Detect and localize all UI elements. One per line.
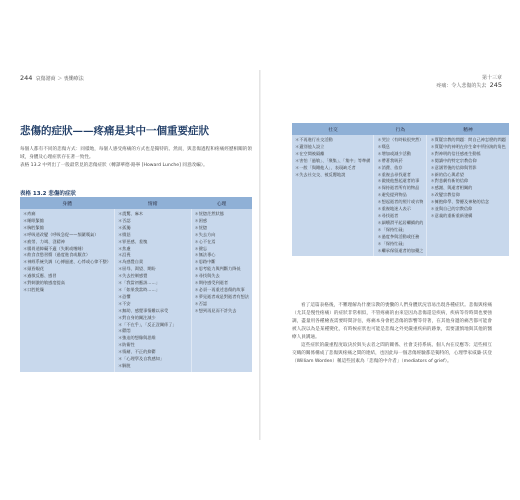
table-cell-item: ＊尋找與失去 — [194, 273, 220, 279]
table-cell-item: ＊「保持忙碌」 — [377, 240, 407, 246]
book-gutter — [259, 70, 261, 440]
table-cell-item: ＊對悲劇有新的信仰 — [430, 178, 469, 184]
table-cell-item: ＊過度參與活動或任務 — [377, 233, 420, 239]
table-cell-item: ＊心不在焉 — [194, 238, 216, 244]
table-cell-item: ＊閱讀中的特定宗教信仰 — [430, 157, 477, 163]
table-cell-item: ＊對刺激的敏感度提高 — [23, 280, 65, 286]
left-body-text — [20, 146, 252, 170]
table-cell-item: ＊哭泣（有時候很突然） — [377, 137, 424, 142]
table-cell-item: ＊不安 — [117, 300, 131, 306]
table-cell-item: ＊胸腔緊縮 — [23, 224, 44, 230]
table-cell-item: ＊必須一再重述悲傷的故事 — [194, 286, 245, 292]
left-header-text: 哀傷諮商 ＞ 喪慟療法 — [35, 76, 84, 82]
right-page — [262, 75, 506, 435]
table-cell-item: ＊消費、依存 — [377, 164, 403, 170]
table-cell-item: ＊困惑 — [194, 217, 208, 223]
paragraph: 看了這篇表格後，不難理解為什麼宗教的喪慟的人們身體狀況容易出現各種症狀。悲傷與疼痛（尤其是慢性疼痛）的症狀非常相似，不管疼痛的由來是因為悲傷還是疾病，疾病等待時間也要強調，盡量用各種檢查需要時間評估，疼痛本身會把悲傷的影響等待著，在其他身邊的痛苦都可能會被人誤以為是某種變化，有時候症狀也可能是悲傷之外更嚴重疾病的跡象，需要謹慎地與其他的醫療人員溝通。 — [292, 303, 492, 340]
right-page-number: 245 — [489, 81, 502, 89]
table-cell-item: ＊細嚼滑平起居繼續的的 — [377, 219, 424, 225]
table-cell-item: ＊「保持忙碌」 — [377, 226, 407, 232]
table-cell-item: ＊質疑宗教的問題：問自己神怎麼的問題 — [430, 137, 506, 142]
table-cell-item: ＊罪惡感、羞愧 — [117, 238, 148, 244]
table-cell-item: ＊沮喪 — [117, 252, 131, 258]
section-title: 悲傷的症狀——疼痛是其中一個重要症狀 — [20, 125, 209, 137]
table-body-row — [292, 135, 509, 256]
table-cell-item: ＊解脫 — [117, 362, 131, 368]
table-cell-item: ＊憤怒 — [117, 231, 131, 237]
table-column-spiritual — [427, 135, 509, 256]
column-header: 精神 — [427, 123, 509, 135]
table-header-row — [20, 197, 252, 209]
column-header: 情緒 — [114, 197, 191, 209]
table-cell-item: ＊呼吸道改變（呼吸急促——頻繁嘆氣） — [23, 231, 99, 237]
table-cell-item: ＊想到再見而不許失去 — [194, 307, 237, 313]
table-cell-item: ＊否認 — [194, 300, 208, 306]
left-page — [20, 75, 258, 435]
paragraph: 表格 13.2 中列出了一般最常見的悲傷症狀（轉譯華德‧路寧 [Howard Lunche] 同意改編）。 — [20, 163, 208, 168]
table-cell-item: ＊震驚、麻木 — [117, 211, 144, 216]
table-cell-item: ＊保持逝者所有的物品 — [377, 185, 420, 191]
table-cell-item: ＊期待感受到逝者 — [194, 280, 229, 286]
table-cell-item: ＊新的信心與希望 — [430, 171, 464, 177]
table-cell-item: ＊防衛性 — [117, 342, 135, 348]
table-cell-item: ＊神經系統失調（心搏過速、心悸或心律不整） — [23, 259, 111, 265]
table-cell-item: ＊睡眠緊縮 — [23, 217, 44, 223]
table-cell-item: ＊「我當初應該……」 — [117, 280, 160, 286]
left-running-head — [20, 75, 84, 83]
right-body-text — [292, 302, 492, 366]
table-cell-item: ＊在空間被隔離 — [295, 150, 325, 156]
table-cell-item: ＊過敏反應、感冒 — [23, 273, 57, 279]
left-page-number: 244 — [20, 74, 33, 82]
chapter-label: 第十三章 — [481, 75, 502, 81]
table-cell-item: ＊想起逝者的照片或衣物 — [377, 199, 424, 205]
table-cell-item: ＊情緒、不正的抑鬱 — [117, 349, 156, 355]
table-cell-item: ＊重複地迷人表示 — [377, 206, 411, 212]
symptoms-table-continued — [292, 123, 509, 256]
table-cell-item: ＊疲勞、力竭、沒精神 — [23, 238, 65, 244]
table-cell-item: ＊做使他想起逝者的事 — [377, 178, 420, 184]
table-cell-item: ＊增加或減少活動 — [377, 150, 411, 156]
column-header: 心理 — [191, 197, 252, 209]
column-header: 社交 — [292, 123, 374, 135]
table-cell-item: ＊健忘 — [194, 245, 208, 251]
paragraph: 每個人都有不同的悲傷方式：同樣地，每個人感受疼痛的方式也是獨特的。然而，與悲傷過程和疼痛經歷相關的領域，身體及心理症狀存在著一致性。 — [20, 147, 252, 160]
table-cell-item: ＊帶著我吸菸 — [377, 157, 403, 163]
table-cell-item: ＊避免提到物品 — [377, 192, 407, 198]
table-cell-item: ＊腸胃道障礙不適（失眠或嗜睡） — [23, 245, 86, 251]
table-cell-item: ＊恍惚茫然狀態 — [194, 211, 224, 216]
table-cell-item: ＊遺別他人設立 — [295, 143, 325, 149]
table-cell-item: ＊改變宗教信仰 — [430, 192, 460, 198]
table-cell-item: ＊重複去尋找逝者 — [377, 171, 411, 177]
table-header-row — [292, 123, 509, 135]
table-cell-item: ＊無法專心 — [194, 252, 216, 258]
table-column-emotional — [114, 209, 191, 372]
table-cell-item: ＊害怕「過敏」、「聚集」、「集中」等準備 — [295, 157, 371, 163]
table-cell-item: ＊思路中斷 — [194, 259, 216, 265]
table-cell-item: ＊夢見逝者或是對逝者有想法 — [194, 293, 249, 299]
table-cell-item: ＊無助、感覺事情難以承受 — [117, 307, 169, 313]
table-cell-item: ＊頭昏眼花 — [23, 266, 44, 272]
table-column-mental — [191, 209, 252, 372]
table-cell-item: ＊對自身的關注減少 — [117, 314, 156, 320]
table-cell-item: ＊對神明的信任感產生動搖 — [430, 150, 481, 156]
table-cell-item: ＊尋找逝者 — [377, 212, 399, 218]
table-cell-item: ＊並與自己的宗教信仰 — [430, 206, 473, 212]
table-cell-item: ＊屈辱、渴望、期盼 — [117, 266, 156, 272]
table-body-row — [20, 209, 252, 372]
table-cell-item: ＊嘆息 — [377, 143, 390, 149]
table-cell-item: ＊繼承保留逝者的加藥之 — [377, 247, 424, 253]
table-cell-item: ＊「不在乎」，「反正沒關係了」 — [117, 321, 177, 327]
table-cell-item: ＊為感覺自責 — [117, 259, 144, 265]
right-header-text: 疼痛：令人悲傷的失去 — [436, 83, 487, 89]
table-cell-item: ＊口腔乾燥 — [23, 286, 44, 292]
table-cell-item: ＊感謝、與逝者相關的 — [430, 185, 473, 191]
table-cell-item: ＊飲食食慾習慣（過度進食或厭食） — [23, 252, 91, 258]
right-running-head — [436, 75, 502, 90]
table-cell-item: ＊孤獨 — [117, 224, 131, 230]
column-header: 行為 — [374, 123, 427, 135]
table-cell-item: ＊強迫的想像與思維 — [117, 335, 156, 341]
table-cell-item: ＊恍惚 — [194, 224, 208, 230]
table-cell-item: ＊疼痛 — [23, 211, 36, 216]
table-cell-item: ＊「如果我當時……」 — [117, 286, 160, 292]
table-column-physical — [20, 209, 114, 372]
table-cell-item: ＊失去控制感覺 — [117, 273, 148, 279]
table-cell-item: ＊一般「與剛他人」、表現缺乏者 — [295, 164, 356, 170]
paragraph: 這些症狀的嚴重程度取決於與失去者之間的關係、社會支持系統、個人內在反應等；這些相互交織的關係構成了悲傷與疼痛之間的連結，也因此每一個悲傷經驗都是獨特的，心理學家威廉‧沃登（William Worden）稱這些因素為「悲傷的中介者」（mediators of grief）。 — [292, 343, 492, 364]
table-column-social — [292, 135, 374, 256]
table-cell-item: ＊恐懼 — [117, 293, 131, 299]
table-cell-item: ＊鬱悶 — [117, 328, 131, 334]
table-cell-item: ＊失去社交交、被反覆地說 — [295, 171, 346, 177]
table-cell-item: ＊擁抱仰學、警擾及神秘的信念 — [430, 199, 490, 205]
symptoms-table — [20, 197, 252, 372]
table-cell-item: ＊思考能力與判斷力降低 — [194, 266, 241, 272]
table-cell-item: ＊意涵背後的信仰與背影 — [430, 164, 477, 170]
table-cell-item: ＊意義的重新重新建構 — [430, 212, 473, 218]
table-cell-item: ＊失去方向 — [194, 231, 216, 237]
table-cell-item: ＊焦慮 — [117, 245, 131, 251]
table-caption: 表格 13.2 悲傷的症狀 — [20, 191, 76, 197]
column-header: 身體 — [20, 197, 114, 209]
table-cell-item: ＊否認 — [117, 217, 131, 223]
table-column-behavioral — [374, 135, 427, 256]
table-cell-item: ＊不再進行社交活動 — [295, 137, 333, 142]
table-cell-item: ＊質疑中的神明在你生命中所扮演的角色 — [430, 143, 506, 149]
table-cell-item: ＊「心理學及自我感知」 — [117, 356, 165, 362]
